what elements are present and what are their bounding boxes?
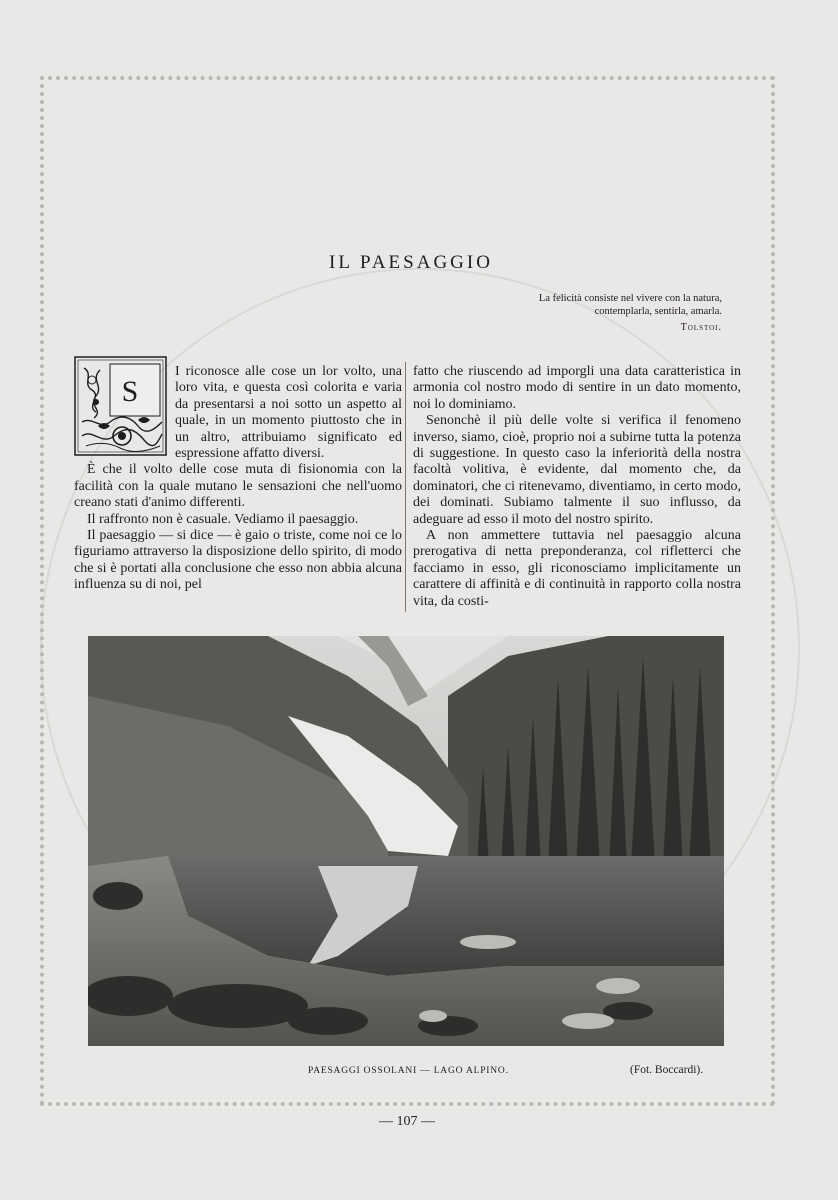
- alpine-lake-photo: [88, 636, 724, 1046]
- dropcap-letter: S: [121, 375, 139, 408]
- photo-credit: (Fot. Boccardi).: [630, 1064, 704, 1076]
- paragraph: Senonchè il più delle volte si verifica il fenomeno inverso, siamo, cioè, proprio noi a subirne tutta la potenza di suggestione. In questo caso la inferiorità della nostra facoltà volitiva, è evidente, dal momento che, da dominatori, che ci ritenevamo, diventiamo, in certo modo, dei dominati. Subiamo talmente il suo influsso, da adeguare ad esso il moto del nostro spirito.: [413, 413, 741, 527]
- paragraph: Il raffronto non è casuale. Vediamo il paesaggio.: [87, 511, 359, 527]
- left-column: [74, 364, 402, 594]
- epigraph: [422, 292, 722, 334]
- article-title: IL PAESAGGIO: [329, 252, 493, 273]
- epigraph-line-1: La felicità consiste nel vivere con la natura,: [538, 293, 722, 304]
- column-divider: [405, 362, 406, 612]
- ornamental-initial: [74, 356, 167, 456]
- landscape-illustration: [88, 636, 724, 1046]
- paragraph: A non ammettere tuttavia nel paesaggio alcuna prerogativa di netta preponderanza, col rifletterci che facciamo in esso, gli riconosciamo implicitamente un carattere di affinità e di continuità in rapporto colla nostra vita, da costi-: [413, 528, 741, 609]
- paragraph: fatto che riuscendo ad imporgli una data caratteristica in armonia col nostro modo di sentire in un dato momento, noi lo dominiamo.: [413, 364, 741, 412]
- right-column: [413, 364, 741, 610]
- paragraph: È che il volto delle cose muta di fisionomia con la facilità con la quale mutano le sensazioni che nell'uomo creano stati d'animo differenti.: [74, 462, 402, 511]
- epigraph-author: Tolstoi.: [680, 322, 722, 333]
- photo-caption: PAESAGGI OSSOLANI — LAGO ALPINO.: [308, 1066, 509, 1076]
- paragraph: Il paesaggio — si dice — è gaio o triste, come noi ce lo figuriamo attraverso la disposizione dello spirito, di modo che si è portati alla conclusione che esso non abbia alcuna influenza su di noi, pel: [74, 528, 402, 593]
- page-number: — 107 —: [379, 1114, 435, 1129]
- paragraph: I riconosce alle cose un lor volto, una loro vita, e questa così colorita e varia da presentarsi a noi sotto un aspetto al quale, in un momento piuttosto che in un altro, attribuiamo significato ed espressione affatto diversi.: [175, 364, 402, 462]
- epigraph-line-2: contemplarla, sentirla, amarla.: [594, 306, 722, 317]
